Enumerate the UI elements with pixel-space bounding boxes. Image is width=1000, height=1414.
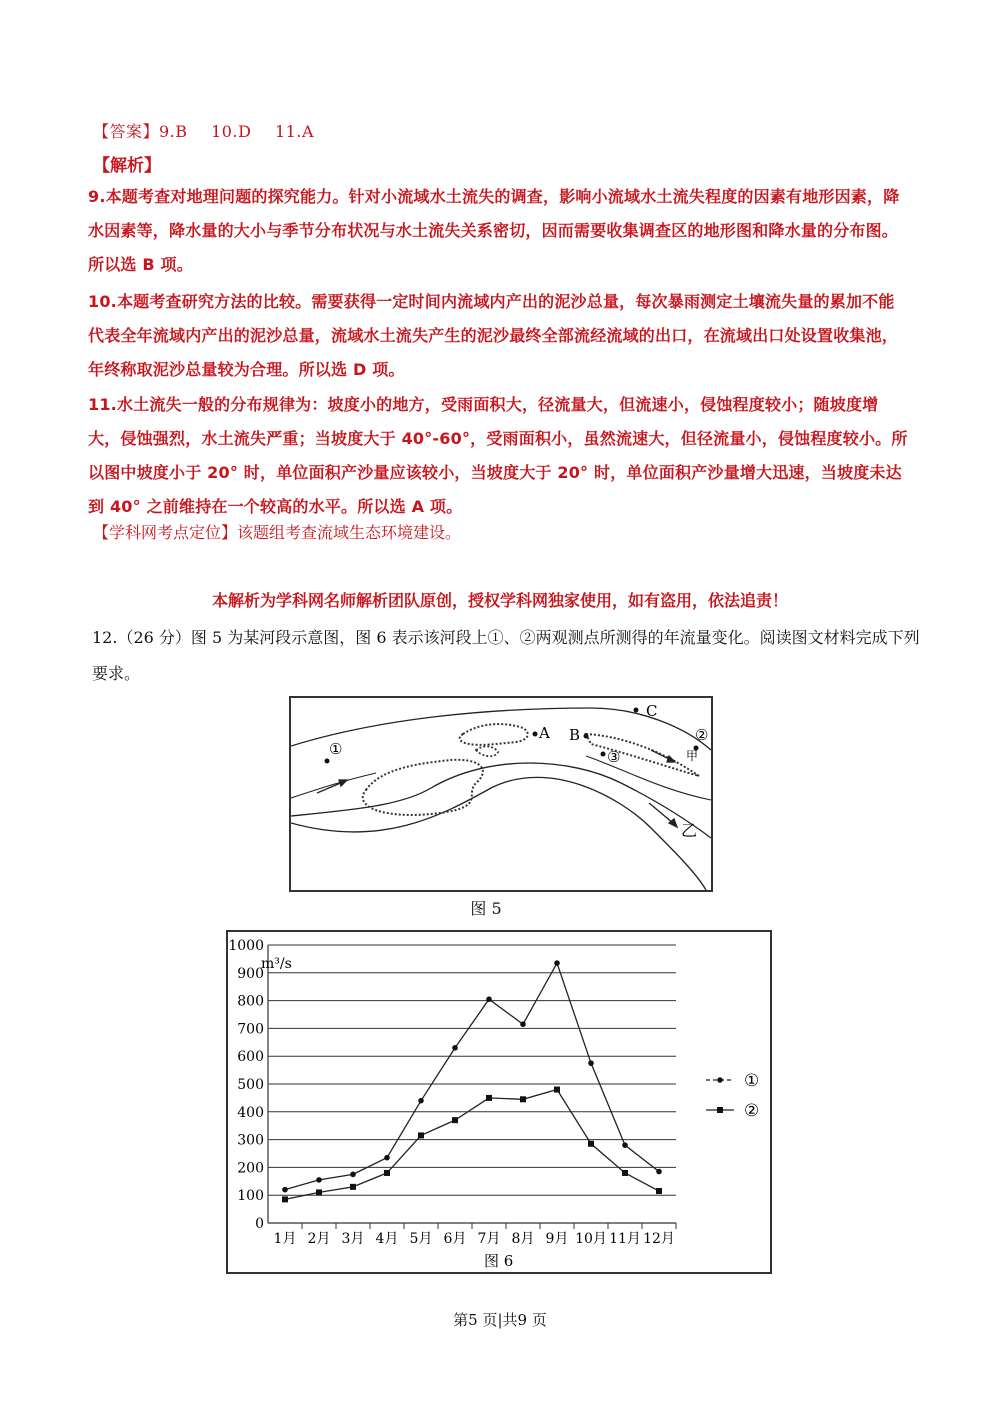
y-tick-label: 500 — [237, 1077, 264, 1093]
figure-6-caption: 图 6 — [484, 1252, 514, 1270]
legend-marker — [717, 1107, 723, 1113]
y-tick-label: 300 — [237, 1132, 264, 1149]
paragraph-9: 9.本题考查对地理问题的探究能力。针对小流域水土流失的调查，影响小流域水土流失程度的因素有地形因素，降水因素等，降水量的大小与季节分布状况与水土流失关系密切，因而需要收集调查区的地形图和降水量的分布图。所以选 B 项。 — [88, 187, 900, 274]
data-point — [350, 1184, 356, 1190]
y-tick-label: 100 — [237, 1188, 264, 1205]
river-map-svg — [291, 698, 711, 890]
data-point — [316, 1177, 322, 1183]
data-point — [418, 1132, 424, 1138]
data-point — [452, 1045, 458, 1051]
x-tick-label: 8月 — [511, 1231, 535, 1247]
y-tick-label: 800 — [237, 993, 264, 1010]
label-C: C — [646, 702, 658, 720]
data-point — [520, 1096, 526, 1102]
label-B: B — [569, 726, 581, 744]
data-point — [656, 1169, 662, 1175]
data-point — [622, 1170, 628, 1176]
answer-11: 11.A — [275, 122, 314, 141]
x-tick-label: 7月 — [477, 1231, 501, 1247]
data-point — [520, 1021, 526, 1027]
data-point — [418, 1098, 424, 1104]
chart-series — [282, 960, 662, 1202]
paragraph-10: 10.本题考查研究方法的比较。需要获得一定时间内流域内产出的泥沙总量，每次暴雨测定土壤流失量的累加不能代表全年流域内产出的泥沙总量，流域水土流失产生的泥沙最终全部流经流域的出口，在流域出口处设置收集池，年终称取泥沙总量较为合理。所以选 D 项。 — [88, 292, 899, 379]
data-point — [316, 1189, 322, 1195]
y-tick-label: 900 — [237, 965, 264, 982]
y-tick-label: 400 — [237, 1104, 264, 1121]
paragraph-11: 11.水土流失一般的分布规律为：坡度小的地方，受雨面积大，径流量大，但流速小，侵蚀程度较小；随坡度增大，侵蚀强烈，水土流失严重；当坡度大于 40°-60°，受雨面积小，虽然流速大，但径流量小，侵蚀程度较小。所以图中坡度小于 20° 时，单位面积产沙量应该较小，当坡度大于 20° 时，单位面积产沙量增大迅速，当坡度未达到 40° 之前维持在一个较高的水平。所以选 A 项。 — [88, 395, 908, 516]
y-tick-labels — [228, 938, 264, 1232]
y-tick-label: 600 — [237, 1049, 264, 1066]
data-point — [452, 1117, 458, 1123]
answer-line — [93, 119, 332, 142]
y-tick-label: 0 — [255, 1216, 264, 1232]
kaodian-note: 【学科网考点定位】该题组考查流域生态环境建设。 — [93, 523, 462, 542]
data-point — [282, 1187, 288, 1193]
y-tick-label: 1000 — [228, 938, 264, 954]
x-tick-label: 9月 — [545, 1231, 569, 1247]
label-point-3: ③ — [607, 748, 621, 766]
data-point — [554, 960, 560, 966]
data-point — [554, 1087, 560, 1093]
legend-marker — [717, 1077, 723, 1083]
x-tick-labels — [274, 1223, 676, 1247]
question-12: 12.（26 分）图 5 为某河段示意图，图 6 表示该河段上①、②两观测点所测得的年流量变化。阅读图文材料完成下列要求。 — [92, 628, 920, 683]
legend-label: ① — [744, 1071, 760, 1091]
x-tick-label: 1月 — [273, 1231, 297, 1247]
label-A: A — [539, 724, 550, 742]
data-point — [486, 1095, 492, 1101]
copyright-notice: 本解析为学科网名师解析团队原创，授权学科网独家使用，如有盗用，依法追责！ — [211, 591, 788, 610]
x-tick-label: 12月 — [643, 1231, 675, 1247]
x-tick-label: 3月 — [341, 1231, 365, 1247]
data-point — [656, 1188, 662, 1194]
data-point — [384, 1155, 390, 1161]
figure-5-caption: 图 5 — [470, 899, 502, 918]
data-point — [282, 1196, 288, 1202]
label-jia: 甲 — [686, 749, 699, 763]
x-tick-label: 6月 — [443, 1231, 467, 1247]
data-point — [486, 996, 492, 1002]
chart-legend — [706, 1071, 759, 1121]
y-axis-unit: m³/s — [261, 956, 292, 972]
chart-grid — [268, 945, 676, 1223]
figure-6-chart — [226, 930, 772, 1274]
x-tick-label: 4月 — [375, 1231, 399, 1247]
legend-label: ② — [744, 1101, 760, 1121]
x-tick-label: 2月 — [307, 1231, 331, 1247]
page-footer: 第5 页|共9 页 — [453, 1311, 547, 1329]
series-line — [285, 1090, 659, 1200]
data-point — [622, 1142, 628, 1148]
label-point-1: ① — [329, 740, 343, 758]
y-tick-label: 200 — [237, 1160, 264, 1177]
data-point — [588, 1060, 594, 1066]
answer-label: 【答案】9.B — [93, 122, 188, 141]
x-tick-label: 11月 — [609, 1231, 641, 1247]
x-tick-label: 10月 — [575, 1231, 607, 1247]
analysis-heading: 【解析】 — [93, 156, 161, 176]
figure-5-river-map — [289, 696, 713, 892]
label-point-2: ② — [695, 726, 709, 744]
x-tick-label: 5月 — [409, 1231, 433, 1247]
label-yi: 乙 — [681, 821, 698, 840]
y-tick-label: 700 — [237, 1021, 264, 1038]
series-line — [285, 963, 659, 1190]
data-point — [384, 1170, 390, 1176]
answer-10: 10.D — [211, 122, 252, 141]
data-point — [350, 1172, 356, 1178]
flow-chart-svg — [228, 932, 770, 1272]
data-point — [588, 1141, 594, 1147]
